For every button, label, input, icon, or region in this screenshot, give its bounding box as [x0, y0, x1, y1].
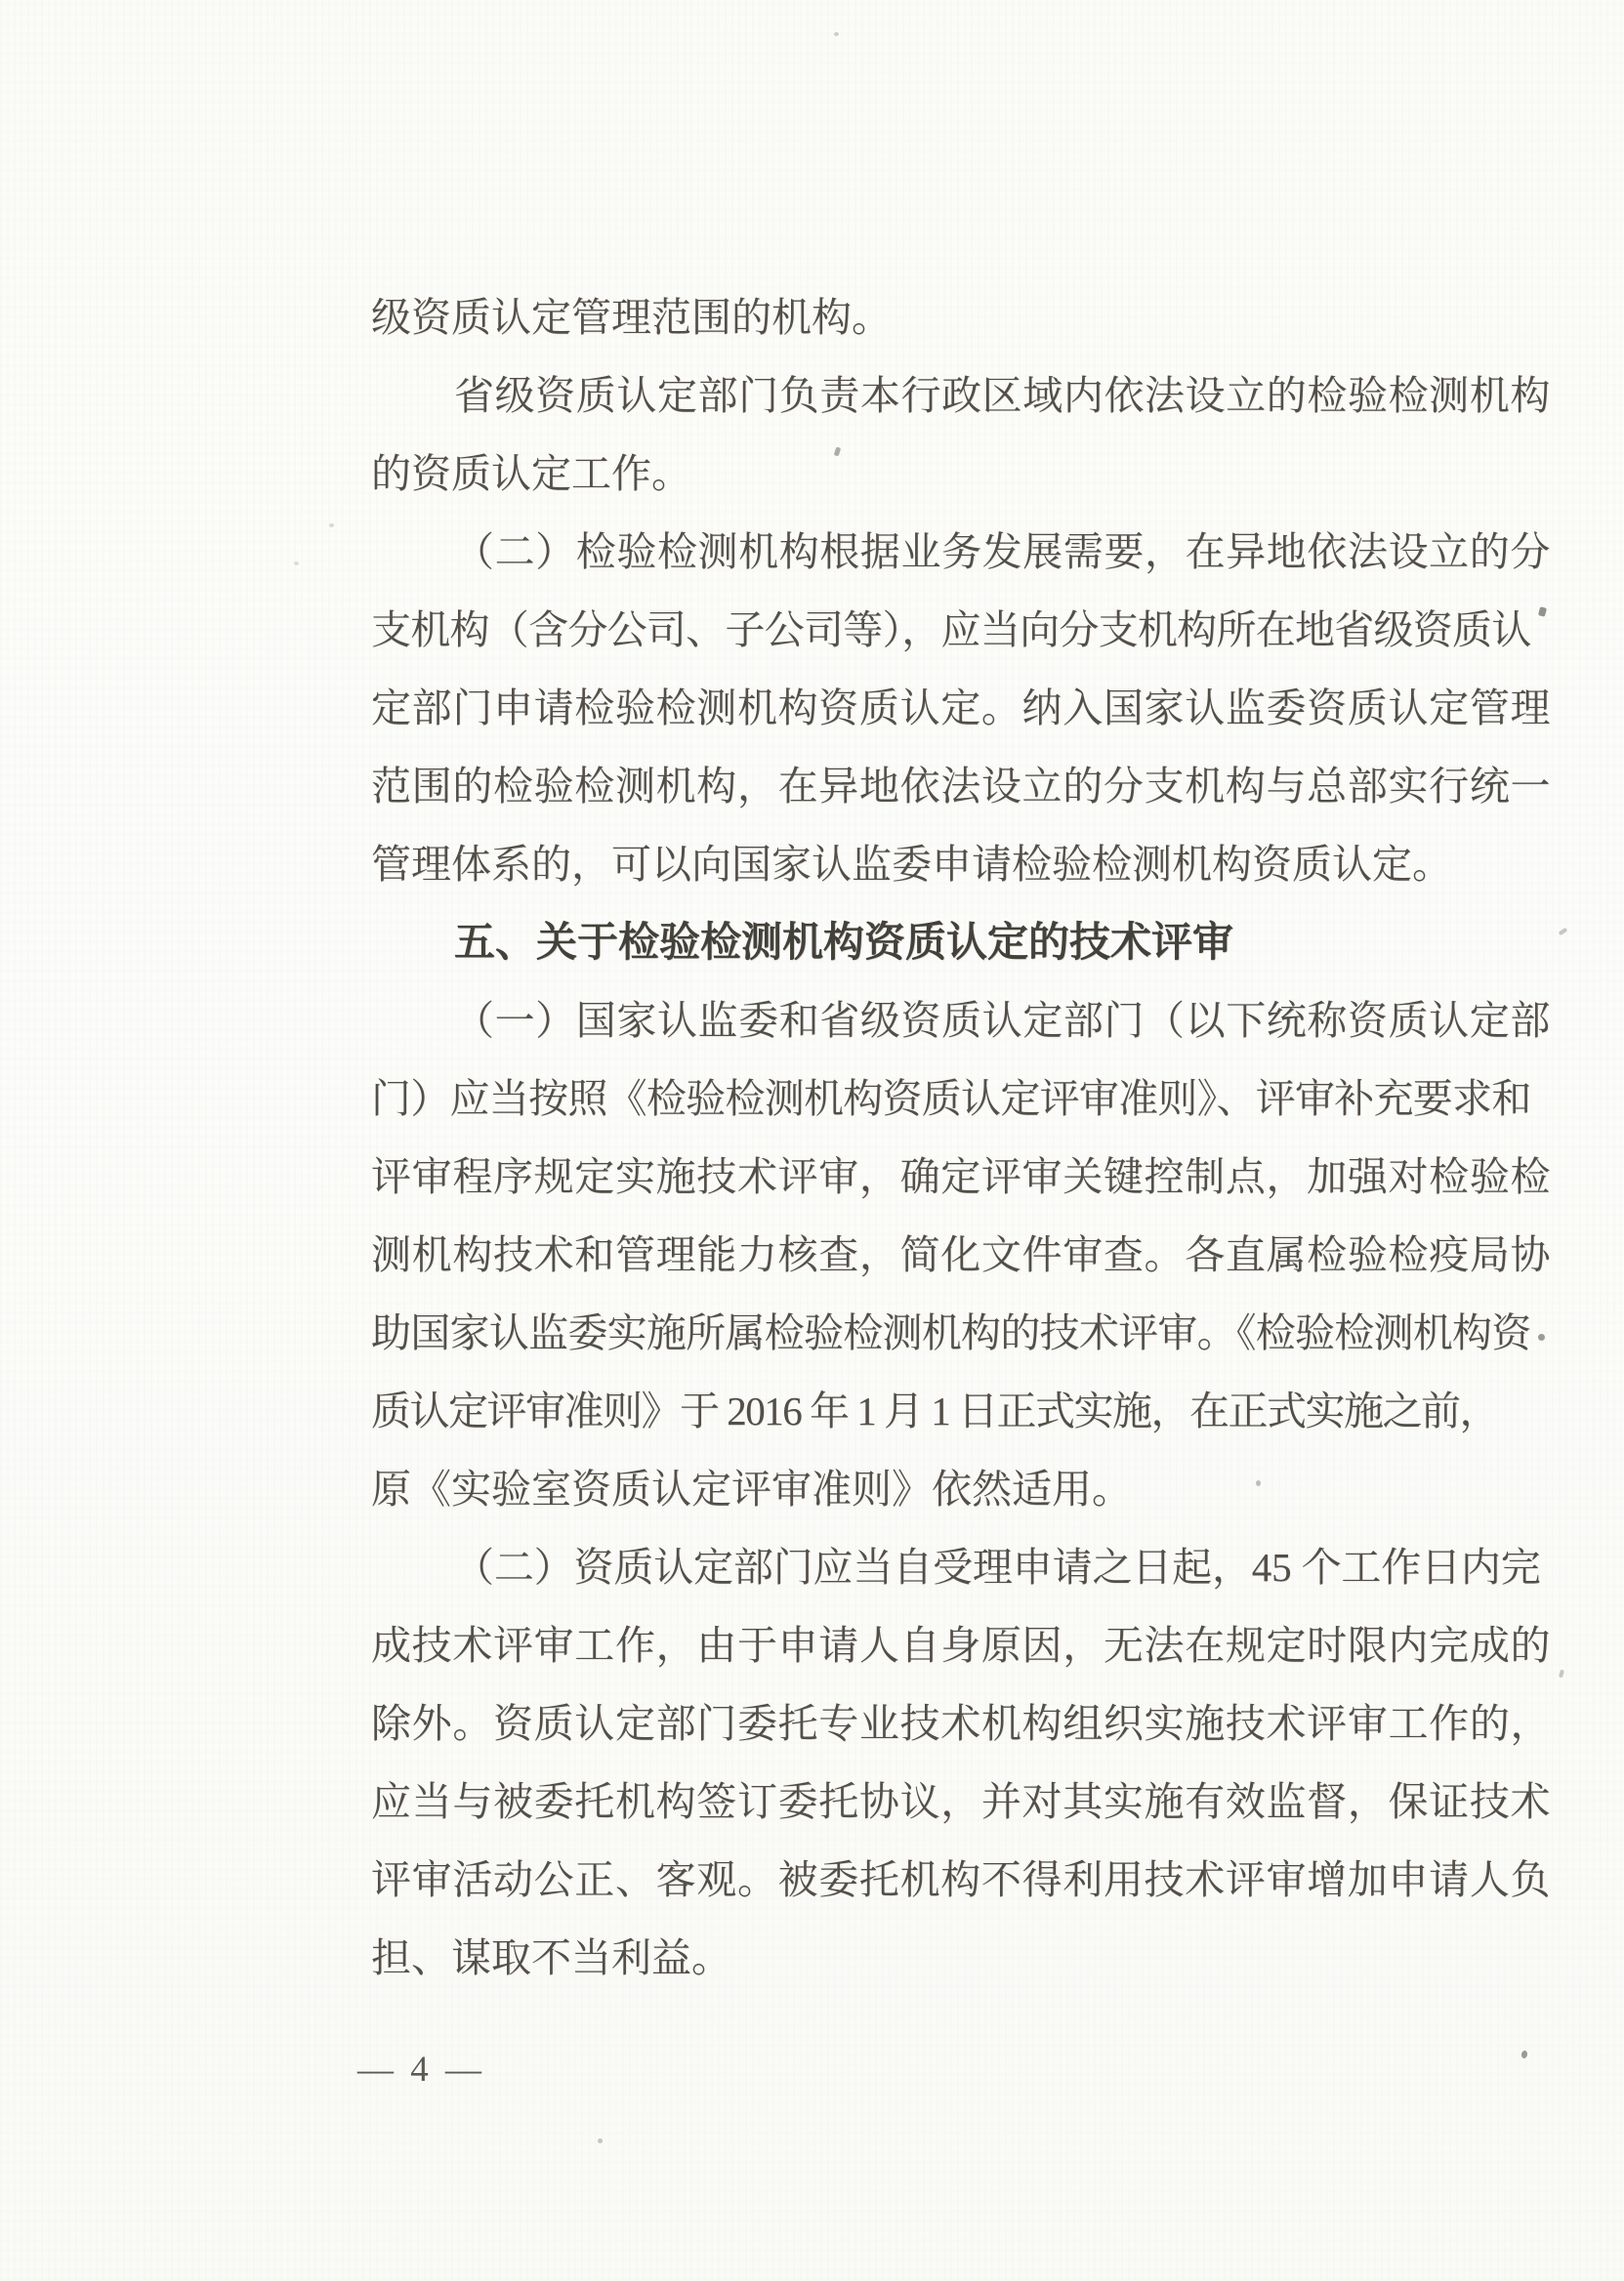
- document-body: [371, 278, 1551, 1997]
- scan-speck: [329, 523, 334, 527]
- section-heading: 五、关于检验检测机构资质认定的技术评审: [454, 919, 1234, 965]
- text-line: 评审程序规定实施技术评审，确定评审关键控制点，加强对检验检: [371, 1154, 1552, 1199]
- text-line: 原《实验室资质认定评审准则》依然适用。: [371, 1467, 1132, 1512]
- scan-speck: [1559, 1670, 1564, 1679]
- scan-speck: [294, 561, 299, 565]
- text-line: 的资质认定工作。: [371, 451, 691, 496]
- text-line: 助国家认监委实施所属检验检测机构的技术评审。《检验检测机构资: [371, 1310, 1531, 1355]
- text-line: 测机构技术和管理能力核查，简化文件审查。各直属检验检疫局协: [371, 1232, 1552, 1277]
- text-line: 评审活动公正、客观。被委托机构不得利用技术评审增加申请人负: [371, 1857, 1552, 1902]
- scan-speck: [834, 32, 839, 36]
- text-line: 管理体系的，可以向国家认监委申请检验检测机构资质认定。: [371, 842, 1452, 887]
- scan-speck: [598, 2138, 603, 2143]
- text-line: 担、谋取不当利益。: [371, 1935, 731, 1980]
- scan-speck: [1256, 1480, 1261, 1486]
- text-line: （一）国家认监委和省级资质认定部门（以下统称资质认定部: [454, 998, 1551, 1043]
- text-line: 范围的检验检测机构，在异地依法设立的分支机构与总部实行统一: [371, 764, 1552, 809]
- scan-speck: [1520, 2051, 1527, 2059]
- page-number: — 4 —: [357, 2050, 485, 2090]
- text-line: （二）资质认定部门应当自受理申请之日起，45 个工作日内完: [454, 1545, 1541, 1590]
- text-line: 成技术评审工作，由于申请人自身原因，无法在规定时限内完成的: [371, 1623, 1552, 1668]
- text-line: （二）检验检测机构根据业务发展需要，在异地依法设立的分: [454, 529, 1551, 574]
- text-line: 定部门申请检验检测机构资质认定。纳入国家认监委资质认定管理: [371, 685, 1552, 730]
- text-line: 除外。资质认定部门委托专业技术机构组织实施技术评审工作的，: [371, 1701, 1552, 1746]
- scan-speck: [1538, 1334, 1545, 1341]
- text-line: 应当与被委托机构签订委托协议，并对其实施有效监督，保证技术: [371, 1779, 1552, 1824]
- text-line: 级资质认定管理范围的机构。: [371, 295, 892, 340]
- text-line: 省级资质认定部门负责本行政区域内依法设立的检验检测机构: [454, 373, 1551, 418]
- scan-speck: [1559, 928, 1568, 935]
- text-line: 质认定评审准则》于 2016 年 1 月 1 日正式实施，在正式实施之前，: [371, 1389, 1498, 1433]
- text-line: 门）应当按照《检验检测机构资质认定评审准则》、评审补充要求和: [371, 1076, 1531, 1121]
- text-line: 支机构（含分公司、子公司等），应当向分支机构所在地省级资质认: [371, 607, 1531, 652]
